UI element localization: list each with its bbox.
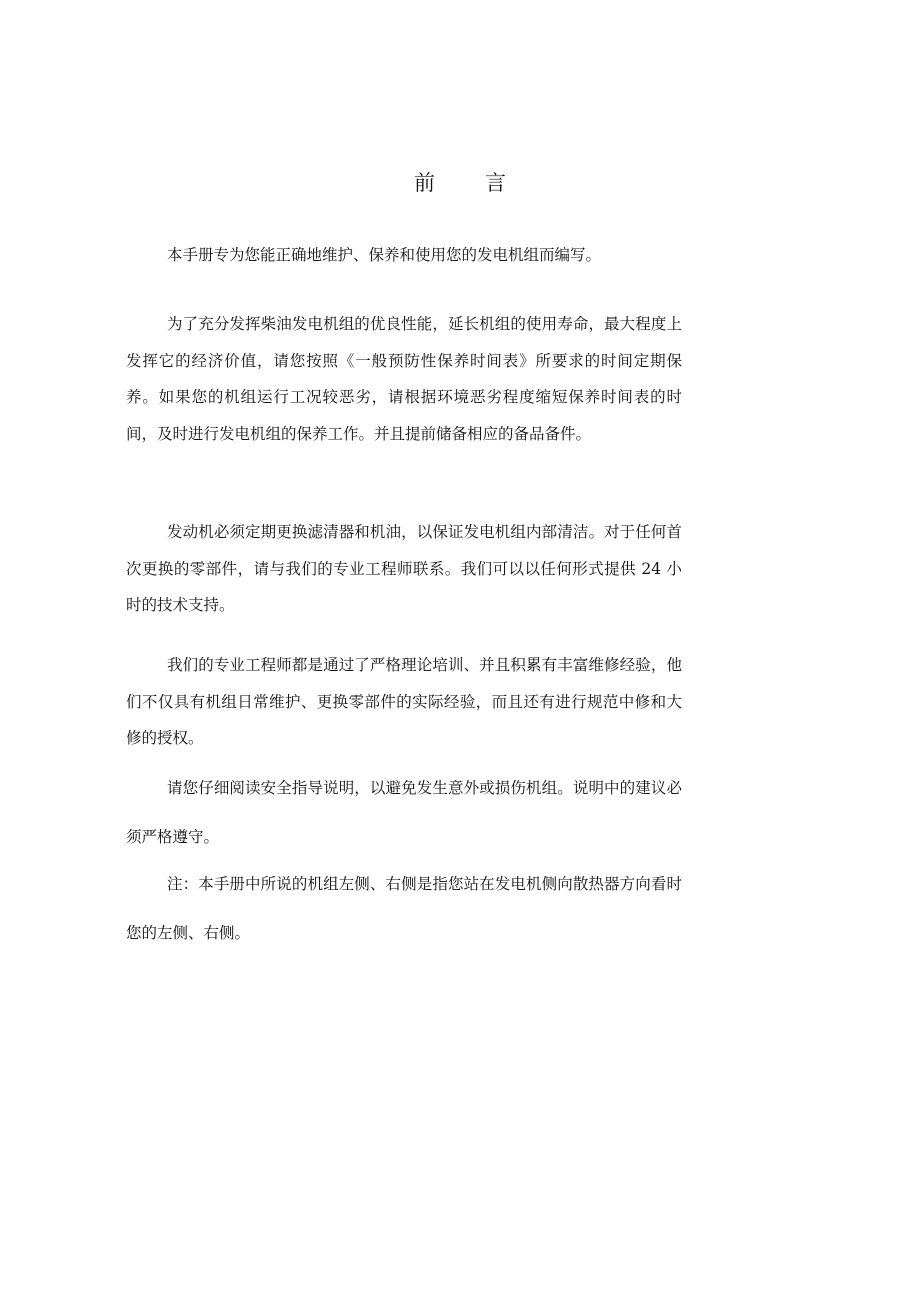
paragraph-filter-oil: 发动机必须定期更换滤清器和机油，以保证发电机组内部清洁。对于任何首次更换的零部件，请与我们的专业工程师联系。我们可以以任何形式提供 24 小时的技术支持。 (126, 523, 682, 614)
paragraph-note: 注：本手册中所说的机组左侧、右侧是指您站在发电机侧向散热器方向看时您的左侧、右侧。 (126, 875, 682, 942)
paragraph-maintenance-schedule: 为了充分发挥柴油发电机组的优良性能，延长机组的使用寿命，最大程度上发挥它的经济价值，请您按照《一般预防性保养时间表》所要求的时间定期保养。如果您的机组运行工况较恶劣，请根据环境恶劣程度缩短保养时间表的时间，及时进行发电机组的保养工作。并且提前储备相应的备品备件。 (126, 315, 682, 443)
page-title (0, 168, 920, 198)
title-char-2: 言 (485, 171, 506, 195)
paragraph-engineers: 我们的专业工程师都是通过了严格理论培训、并且积累有丰富维修经验，他们不仅具有机组日常维护、更换零部件的实际经验，而且还有进行规范中修和大修的授权。 (126, 656, 682, 747)
paragraph-safety: 请您仔细阅读安全指导说明，以避免发生意外或损伤机组。说明中的建议必须严格遵守。 (126, 779, 682, 846)
paragraph-intro: 本手册专为您能正确地维护、保养和使用您的发电机组而编写。 (167, 246, 602, 264)
title-char-1: 前 (414, 171, 435, 195)
